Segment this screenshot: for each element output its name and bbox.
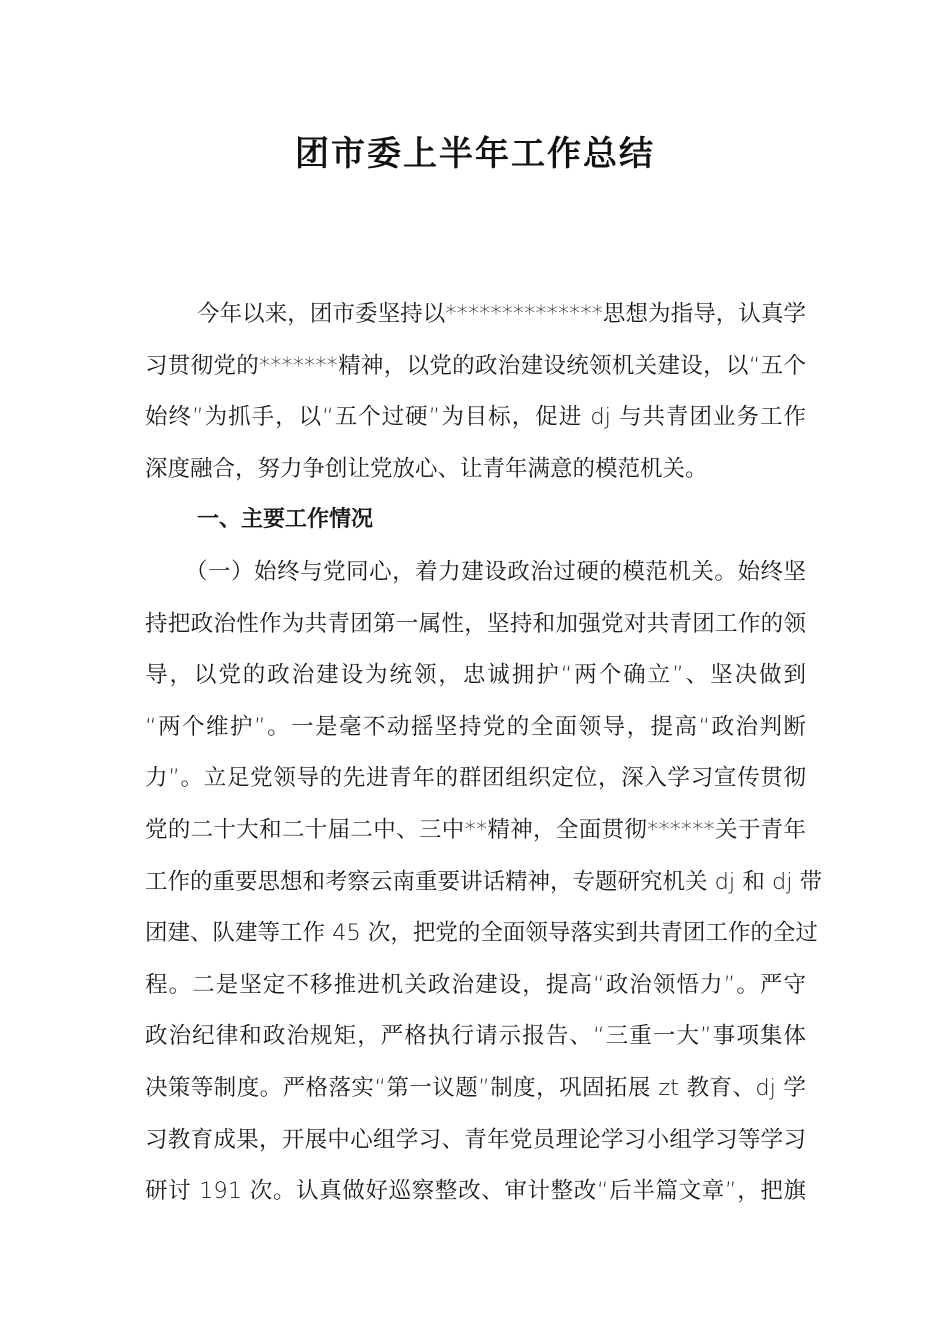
- section-1-line-1: （一）始终与党同心，着力建设政治过硬的模范机关。始终坚: [185, 558, 806, 585]
- section-heading: 一、主要工作情况: [197, 507, 374, 533]
- intro-line-2: 习贯彻党的*******精神，以党的政治建设统领机关建设，以“五个: [145, 352, 806, 379]
- intro-line-1: 今年以来，团市委坚持以**************思想为指导，认真学: [197, 301, 806, 327]
- section-1-line-2: 持把政治性作为共青团第一属性，坚持和加强党对共青团工作的领: [145, 610, 806, 637]
- document-title: 团市委上半年工作总结: [295, 134, 655, 174]
- section-1-line-8: 团建、队建等工作 45 次，把党的全面领导落实到共青团工作的全过: [145, 920, 818, 947]
- section-1-line-12: 习教育成果，开展中心组学习、青年党员理论学习小组学习等学习: [145, 1126, 806, 1153]
- section-1-line-5: 力”。立足党领导的先进青年的群团组织定位，深入学习宣传贯彻: [145, 765, 806, 792]
- intro-line-4: 深度融合，努力争创让党放心、让青年满意的模范机关。: [145, 455, 708, 482]
- section-1-line-4: “两个维护”。一是毫不动摇坚持党的全面领导，提高“政治判断: [145, 713, 806, 740]
- section-1-line-3: 导，以党的政治建设为统领，忠诚拥护“两个确立”、坚决做到: [145, 662, 806, 689]
- section-1-line-7: 工作的重要思想和考察云南重要讲话精神，专题研究机关 dj 和 dj 带: [145, 868, 823, 895]
- document-body: [145, 292, 823, 1221]
- section-1-line-10: 政治纪律和政治规矩，严格执行请示报告、“三重一大”事项集体: [145, 1023, 806, 1050]
- section-1-line-9: 程。二是坚定不移推进机关政治建设，提高“政治领悟力”。严守: [145, 971, 806, 998]
- section-1-line-13: 研讨 191 次。认真做好巡察整改、审计整改“后半篇文章”，把旗: [145, 1178, 806, 1205]
- section-1-line-11: 决策等制度。严格落实“第一议题”制度，巩固拓展 zt 教育、dj 学: [145, 1074, 806, 1101]
- section-1-line-6: 党的二十大和二十届二中、三中**精神，全面贯彻******关于青年: [145, 816, 806, 843]
- intro-line-3: 始终”为抓手，以“五个过硬”为目标，促进 dj 与共青团业务工作: [145, 404, 806, 431]
